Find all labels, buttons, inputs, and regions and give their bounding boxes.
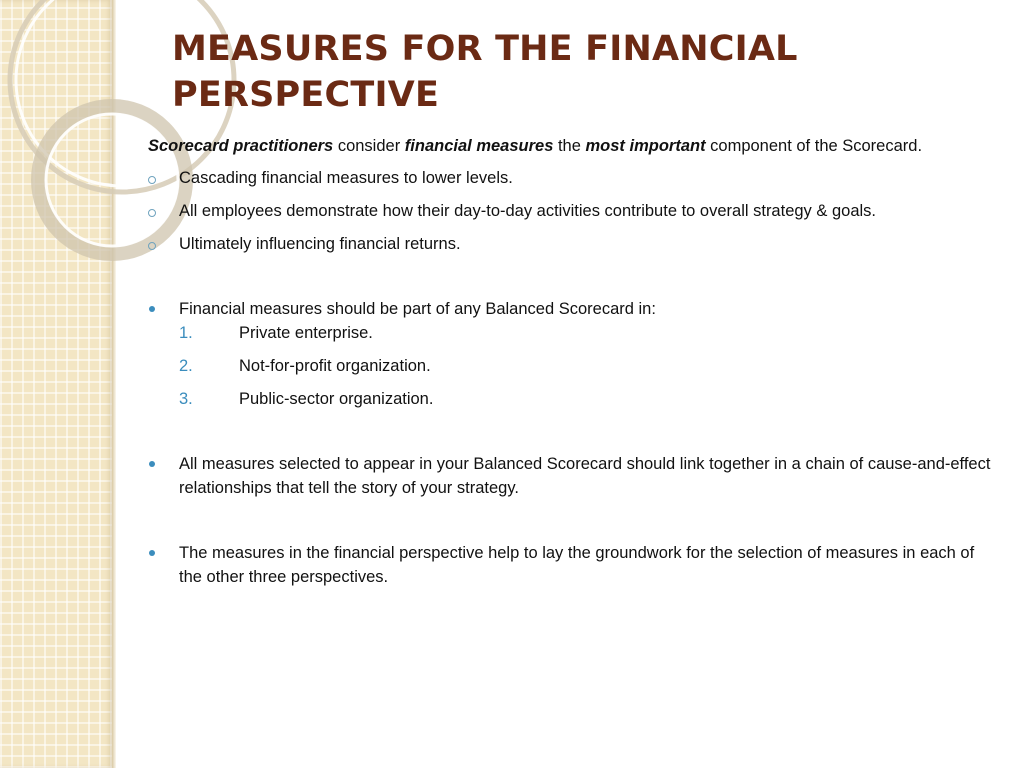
bullet-text: Financial measures should be part of any Balanced Scorecard in:	[179, 300, 656, 318]
sub-bullet-text: Cascading financial measures to lower levels.	[179, 169, 513, 187]
slide-body	[148, 134, 998, 589]
dot-bullet-icon	[149, 306, 155, 312]
intro-text: consider	[333, 137, 405, 155]
numbered-item	[179, 354, 998, 378]
intro-paragraph	[148, 134, 998, 158]
circle-bullet-icon	[148, 176, 156, 184]
numbered-list	[179, 321, 998, 411]
sub-bullet-item	[148, 199, 998, 223]
bullet-text: The measures in the financial perspective help to lay the groundwork for the selection of measures in each of the other three perspectives.	[179, 544, 975, 586]
sub-bullet-text: All employees demonstrate how their day-to-day activities contribute to overall strategy & goals.	[179, 202, 877, 220]
circle-bullet-icon	[148, 242, 156, 250]
numbered-item	[179, 321, 998, 345]
dot-bullet-icon	[149, 550, 155, 556]
list-number: 3.	[179, 390, 193, 408]
intro-text: the	[553, 137, 586, 155]
list-number: 2.	[179, 357, 193, 375]
sub-bullet-item	[148, 232, 998, 256]
bullet-text: All measures selected to appear in your Balanced Scorecard should link together in a chain of cause-and-effect relationships that tell the story of your strategy.	[179, 455, 991, 497]
circle-bullet-icon	[148, 209, 156, 217]
slide-title: MEASURES FOR THE FINANCIAL PERSPECTIVE	[172, 29, 798, 115]
intro-term-most-important: most important	[585, 137, 706, 155]
numbered-item	[179, 387, 998, 411]
numbered-item-text: Public-sector organization.	[239, 390, 434, 408]
intro-term-practitioners: Scorecard practitioners	[148, 137, 334, 155]
sub-bullet-item	[148, 166, 998, 190]
dot-bullet-icon	[149, 461, 155, 467]
intro-text: component of the Scorecard.	[705, 137, 923, 155]
sub-bullet-text: Ultimately influencing financial returns.	[179, 235, 461, 253]
sub-bullet-list	[148, 166, 998, 256]
intro-term-financial-measures: financial measures	[404, 137, 554, 155]
bullet-item	[148, 541, 998, 589]
list-number: 1.	[179, 324, 193, 342]
numbered-item-text: Private enterprise.	[239, 324, 373, 342]
bullet-item	[148, 452, 998, 500]
numbered-item-text: Not-for-profit organization.	[239, 357, 431, 375]
bullet-item	[148, 297, 998, 411]
main-bullet-list	[148, 297, 998, 589]
